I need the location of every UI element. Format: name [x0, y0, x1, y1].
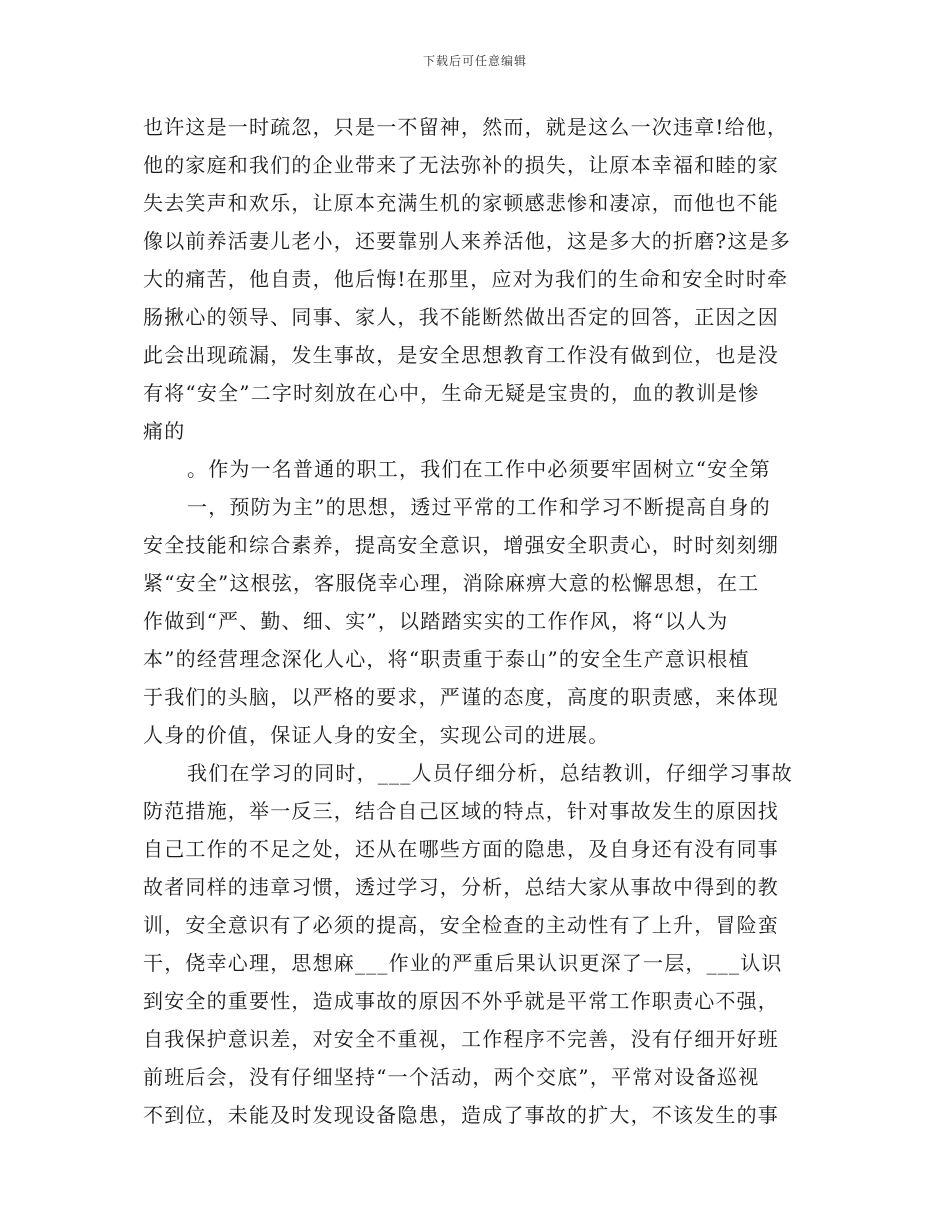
text-line: 本”的经营理念深化人心，将“职责重于泰山”的安全生产意识根植 [143, 647, 750, 671]
text-line: 肠揪心的领导、同事、家人，我不能断然做出否定的回答，正因之因 [143, 305, 779, 329]
page-header: 下载后可任意编辑 [422, 54, 527, 68]
text-line: 防范措施，举一反三，结合自己区域的特点，针对事故发生的原因找 [143, 799, 779, 823]
paragraph [143, 108, 823, 450]
text-line: 安全技能和综合素养，提高安全意识，增强安全职责心，时时刻刻绷 [143, 533, 779, 557]
text-line: 自我保护意识差，对安全不重视，工作程序不完善，没有仔细开好班 [143, 1027, 779, 1051]
text-line: 到安全的重要性，造成事故的原因不外乎就是平常工作职责心不强， [143, 989, 779, 1013]
text-line: 作做到“严、勤、细、实”，以踏踏实实的工作作风，将“以人为 [143, 609, 729, 633]
text-line: 。作为一名普通的职工，我们在工作中必须要牢固树立“安全第 [187, 457, 771, 481]
text-line: 于我们的头脑，以严格的要求，严谨的态度，高度的职责感，来体现 [143, 685, 779, 709]
document-body [143, 108, 823, 1134]
text-line: 故者同样的违章习惯，透过学习，分析，总结大家从事故中得到的教 [143, 875, 779, 899]
text-line: 像以前养活妻儿老小，还要靠别人来养活他，这是多大的折磨?这是多 [143, 229, 791, 253]
paragraph [143, 450, 823, 754]
text-line: 有将“安全”二字时刻放在心中，生命无疑是宝贵的，血的教训是惨 [143, 381, 760, 405]
text-line: 紧“安全”这根弦，客服侥幸心理，消除麻痹大意的松懈思想，在工 [143, 571, 760, 595]
text-line: 自己工作的不足之处，还从在哪些方面的隐患，及自身还有没有同事 [143, 837, 779, 861]
text-line: 失去笑声和欢乐，让原本充满生机的家顿感悲惨和凄凉，而他也不能 [143, 191, 779, 215]
text-line: 大的痛苦，他自责，他后悔!在那里，应对为我们的生命和安全时时牵 [143, 267, 789, 291]
paragraph [143, 754, 823, 1134]
text-line: 干，侥幸心理，思想麻___作业的严重后果认识更深了一层，___认识 [143, 951, 783, 975]
text-line: 也许这是一时疏忽，只是一不留神，然而，就是这么一次违章!给他， [143, 115, 789, 139]
text-line: 前班后会，没有仔细坚持“一个活动，两个交底”，平常对设备巡视 [143, 1065, 760, 1089]
text-line: 我们在学习的同时，___人员仔细分析，总结教训，仔细学习事故 [187, 761, 793, 785]
text-line: 此会出现疏漏，发生事故，是安全思想教育工作没有做到位，也是没 [143, 343, 779, 367]
text-line: 他的家庭和我们的企业带来了无法弥补的损失，让原本幸福和睦的家 [143, 153, 779, 177]
text-line: 人身的价值，保证人身的安全，实现公司的进展。 [143, 723, 610, 747]
text-line: 一，预防为主”的思想，透过平常的工作和学习不断提高自身的 [187, 495, 771, 519]
text-line: 痛的 [143, 419, 186, 443]
text-line: 不到位，未能及时发现设备隐患，造成了事故的扩大，不该发生的事 [143, 1103, 779, 1127]
text-line: 训，安全意识有了必须的提高，安全检查的主动性有了上升，冒险蛮 [143, 913, 779, 937]
